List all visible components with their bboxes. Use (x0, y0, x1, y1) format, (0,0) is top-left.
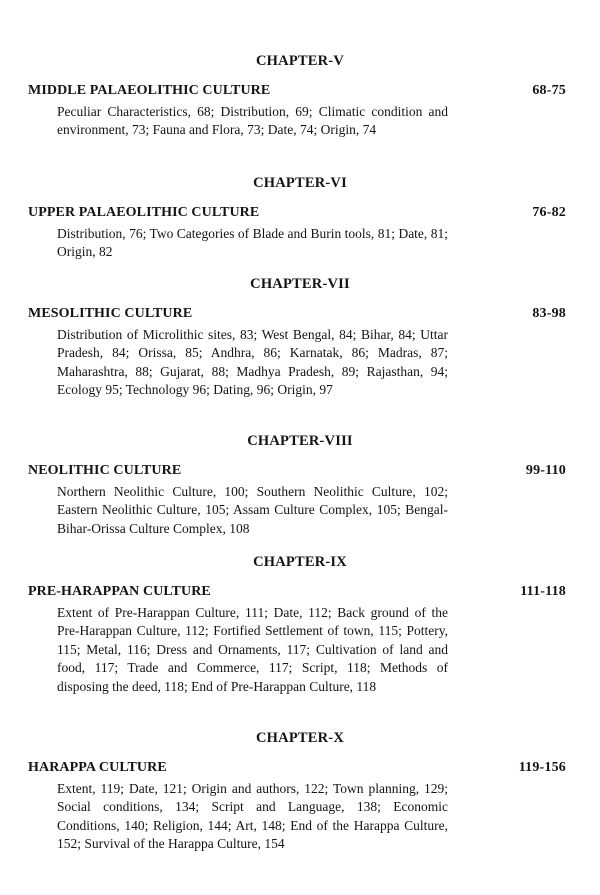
chapter-entry-viii (0, 432, 600, 538)
chapter-title: MESOLITHIC CULTURE (28, 306, 193, 321)
chapter-entry-ix (0, 553, 600, 696)
chapter-heading: CHAPTER-X (256, 730, 344, 746)
page-range: 83-98 (532, 306, 566, 321)
chapter-title-row (0, 204, 600, 222)
page-range: 111-118 (520, 584, 566, 599)
chapter-title-row (0, 759, 600, 777)
chapter-heading: CHAPTER-IX (253, 554, 347, 570)
chapter-heading: CHAPTER-VIII (247, 433, 353, 449)
chapter-entry-vii (0, 275, 600, 400)
chapter-heading: CHAPTER-VI (253, 175, 347, 191)
chapter-topics: Northern Neolithic Culture, 100; Southern Neolithic Culture, 102; Eastern Neolithic Culture, 105; Assam Culture Complex, 105; Bengal-Bihar-Orissa Culture Complex, 108 (57, 484, 448, 536)
chapter-title-row (0, 583, 600, 601)
page-range: 119-156 (518, 760, 566, 775)
chapter-topics: Distribution, 76; Two Categories of Blade and Burin tools, 81; Date, 81; Origin, 82 (57, 226, 448, 260)
chapter-title-row (0, 82, 600, 100)
chapter-title: NEOLITHIC CULTURE (28, 463, 182, 478)
page-range: 76-82 (532, 205, 566, 220)
chapter-title: MIDDLE PALAEOLITHIC CULTURE (28, 83, 271, 98)
chapter-heading: CHAPTER-V (256, 53, 344, 69)
chapter-title: HARAPPA CULTURE (28, 760, 167, 775)
chapter-title: UPPER PALAEOLITHIC CULTURE (28, 205, 260, 220)
chapter-topics: Distribution of Microlithic sites, 83; West Bengal, 84; Bihar, 84; Uttar Pradesh, 84; Orissa, 85; Andhra, 86; Karnatak, 86; Madras, 87; Maharashtra, 88; Gujarat, 88; Madhya Pradesh, 89; Rajasthan, 94; Ecology 95; Technology 96; Dating, 96; Origin, 97 (57, 327, 448, 398)
chapter-entry-vi (0, 174, 600, 262)
chapter-title: PRE-HARAPPAN CULTURE (28, 584, 211, 599)
chapter-entry-v (0, 52, 600, 140)
chapter-topics: Extent of Pre-Harappan Culture, 111; Date, 112; Back ground of the Pre-Harappan Culture, 112; Fortified Settlement of town, 115; Pottery, 115; Metal, 116; Dress and Ornaments, 117; Cultivation of land and food, 117; Trade and Commerce, 117; Script, 118; Methods of disposing the deed, 118; End of Pre-Harappan Culture, 118 (57, 605, 448, 694)
chapter-topics: Extent, 119; Date, 121; Origin and authors, 122; Town planning, 129; Social conditions, 134; Script and Language, 138; Economic Conditions, 140; Religion, 144; Art, 148; End of the Harappa Culture, 152; Survival of the Harappa Culture, 154 (57, 781, 448, 852)
page-range: 99-110 (525, 463, 566, 478)
chapter-heading: CHAPTER-VII (250, 276, 350, 292)
page-range: 68-75 (532, 83, 566, 98)
chapter-entry-x (0, 729, 600, 854)
chapter-title-row (0, 462, 600, 480)
chapter-title-row (0, 305, 600, 323)
chapter-topics: Peculiar Characteristics, 68; Distribution, 69; Climatic condition and environment, 73; Fauna and Flora, 73; Date, 74; Origin, 74 (57, 104, 448, 138)
